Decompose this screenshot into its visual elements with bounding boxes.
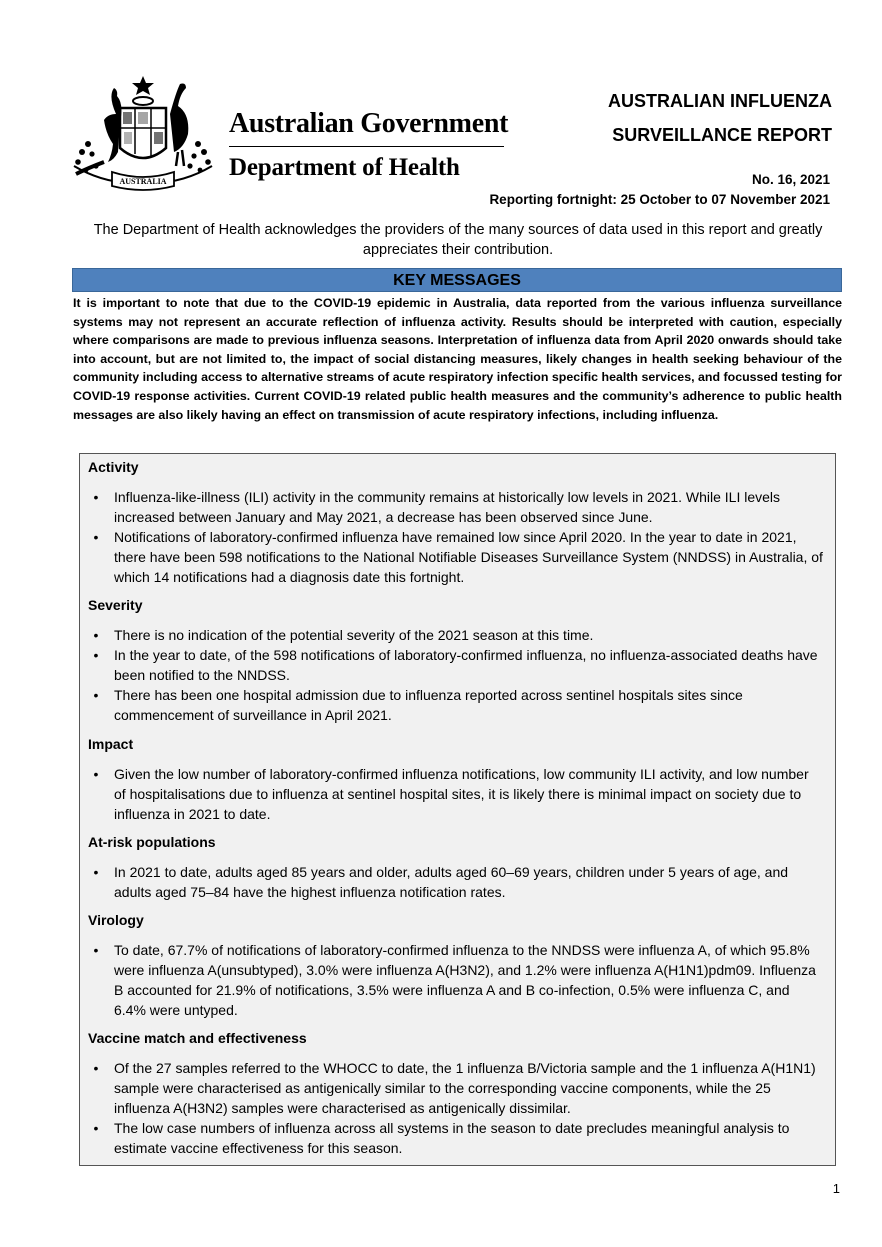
- bullet-icon: •: [93, 1120, 99, 1136]
- bullet-icon: •: [93, 942, 99, 958]
- coat-of-arms-logo: [68, 74, 218, 196]
- key-messages-heading: KEY MESSAGES: [72, 268, 842, 292]
- key-messages-box: [79, 453, 836, 1166]
- section-title-vaccine: Vaccine match and effectiveness: [88, 1030, 307, 1046]
- report-title-line-2: SURVEILLANCE REPORT: [612, 125, 832, 145]
- report-title: [608, 84, 832, 152]
- bullet-icon: •: [93, 627, 99, 643]
- bullet-icon: •: [93, 687, 99, 703]
- logo-scroll-text: AUSTRALIA: [119, 177, 167, 186]
- bullet-text: There is no indication of the potential severity of the 2021 season at this time.: [114, 627, 594, 643]
- bullet-text: The low case numbers of influenza across all systems in the season to date precludes meaningful analysis to estimate vaccine effectiveness for this season.: [114, 1120, 790, 1156]
- acknowledgement: The Department of Health acknowledges the providers of the many sources of data used in this report and greatly appreciates their contribution.: [93, 222, 823, 258]
- bullet-icon: •: [93, 864, 99, 880]
- key-messages-intro: It is important to note that due to the COVID-19 epidemic in Australia, data reported from the various influenza surveillance systems may not represent an accurate reflection of influenza activity. Results should be interpreted with caution, especially where comparisons are made to previous influenza seasons. Interpretation of influenza data from April 2020 onwards should take into account, but are not limited to, the impact of social distancing measures, likely changes in health seeking behaviour of the community including access to alternative streams of acute respiratory infection specific health services, and focussed testing for COVID-19 response activities. Current COVID-19 related public health measures and the community’s adherence to public health messages are also likely having an effect on transmission of acute respiratory infections, including influenza.: [73, 296, 842, 422]
- bullet-text: In 2021 to date, adults aged 85 years and older, adults aged 60–69 years, children under 5 years of age, and adults aged 75–84 have the highest influenza notification rates.: [114, 864, 789, 900]
- bullet-text: Of the 27 samples referred to the WHOCC to date, the 1 influenza B/Victoria sample and the 1 influenza A(H1N1) sample were characterised as antigenically similar to the corresponding vaccine components, while the 25 influenza A(H3N2) samples were characterised as antigenically dissimilar.: [114, 1060, 816, 1116]
- bullet-icon: •: [93, 647, 99, 663]
- bullet-text: There has been one hospital admission due to influenza reported across sentinel hospitals sites since commencement of surveillance in April 2021.: [114, 687, 743, 723]
- report-title-line-1: AUSTRALIAN INFLUENZA: [608, 91, 832, 111]
- section-title-virology: Virology: [88, 912, 144, 928]
- bullet-icon: •: [93, 529, 99, 545]
- department-name: Department of Health: [229, 154, 460, 181]
- bullet-text: Notifications of laboratory-confirmed influenza have remained low since April 2020. In the year to date in 2021, there have been 598 notifications to the National Notifiable Diseases Surveillance System (NNDSS) in Australia, of which 14 notifications had a diagnosis date this fortnight.: [114, 529, 823, 585]
- reporting-period: Reporting fortnight: 25 October to 07 November 2021: [489, 192, 830, 207]
- bullet-text: To date, 67.7% of notifications of laboratory-confirmed influenza to the NNDSS were influenza A, of which 95.8% were influenza A(unsubtyped), 3.0% were influenza A(H3N2), and 1.2% were influenza A(H1N1)pdm09. Influenza B accounted for 21.9% of notifications, 3.5% were influenza A and B co-infection, 0.5% were influenza C, and 6.4% were untyped.: [114, 942, 816, 1018]
- bullet-text: In the year to date, of the 598 notifications of laboratory-confirmed influenza, no influenza-associated deaths have been notified to the NNDSS.: [114, 647, 818, 683]
- bullet-icon: •: [93, 766, 99, 782]
- bullet-icon: •: [93, 1060, 99, 1076]
- report-number: No. 16, 2021: [751, 172, 830, 187]
- section-title-activity: Activity: [88, 459, 139, 475]
- section-title-impact: Impact: [88, 736, 134, 752]
- government-name: Australian Government: [229, 108, 509, 139]
- page-number: 1: [832, 1181, 840, 1196]
- bullet-text: Given the low number of laboratory-confirmed influenza notifications, low community ILI activity, and low number of hospitalisations due to influenza at sentinel hospital sites, it is likely there is minimal impact on society due to influenza in 2021 to date.: [114, 766, 809, 822]
- section-title-at-risk: At-risk populations: [88, 834, 216, 850]
- bullet-text: Influenza-like-illness (ILI) activity in the community remains at historically low levels in 2021. While ILI levels increased between January and May 2021, a decrease has been observed since June.: [114, 489, 781, 525]
- header-divider: [229, 146, 504, 147]
- section-title-severity: Severity: [88, 597, 143, 613]
- bullet-icon: •: [93, 489, 99, 505]
